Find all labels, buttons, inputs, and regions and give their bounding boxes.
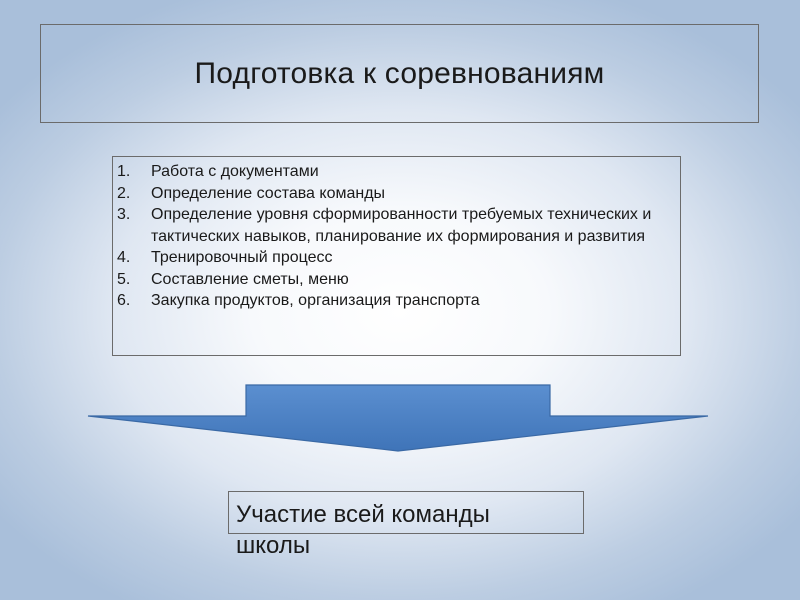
list-item-number: 6. bbox=[117, 292, 131, 309]
list-item-number: 5. bbox=[117, 270, 131, 288]
list-item-number: 2. bbox=[117, 184, 131, 202]
result-text: Участие всей команды школы bbox=[236, 501, 490, 559]
list-item-number: 1. bbox=[117, 163, 131, 180]
title-text: Подготовка к соревнованиям bbox=[194, 56, 605, 90]
list-item-text: Определение уровня сформированности требуемых технических и тактических навыков, планирование их формирования и развития bbox=[151, 206, 652, 245]
list-item-number: 4. bbox=[117, 249, 131, 266]
list-item bbox=[113, 204, 680, 247]
steps-list bbox=[112, 156, 681, 356]
list-item-text: Составление сметы, меню bbox=[151, 270, 349, 288]
list-item-text: Определение состава команды bbox=[151, 184, 386, 202]
list-item-text: Работа с документами bbox=[151, 163, 319, 180]
result-box bbox=[228, 491, 584, 559]
list-item-text: Тренировочный процесс bbox=[151, 249, 333, 266]
list-item bbox=[113, 290, 680, 312]
list-item-text: Закупка продуктов, организация транспорта bbox=[151, 292, 480, 309]
list-item-number: 3. bbox=[117, 206, 131, 223]
down-arrow-shape bbox=[88, 385, 708, 451]
list-item bbox=[113, 161, 680, 183]
title-box bbox=[40, 24, 759, 123]
list-item bbox=[113, 247, 680, 269]
list-item bbox=[113, 183, 680, 205]
list-item bbox=[113, 269, 680, 291]
